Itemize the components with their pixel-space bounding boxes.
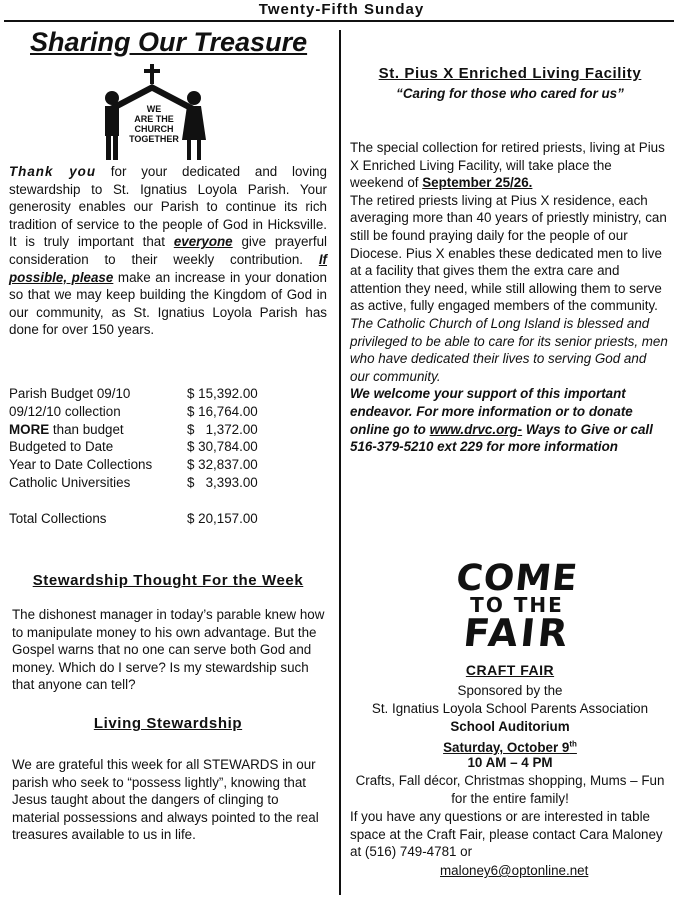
facility-body xyxy=(350,139,668,456)
budget-table xyxy=(9,385,309,528)
facility-paragraph-1 xyxy=(350,139,668,192)
facility-subheading: “Caring for those who cared for us” xyxy=(396,86,624,101)
budget-value: $ 30,784.00 xyxy=(187,439,258,455)
church-together-logo xyxy=(102,64,206,162)
budget-value: $ 16,764.00 xyxy=(187,403,258,419)
facility-text-1: The special collection for retired priests, living at Pius X Enriched Living Facility, will take place the weekend of xyxy=(350,140,665,191)
fair-graphic-line1: COME xyxy=(454,558,580,599)
craft-fair-heading: CRAFT FAIR xyxy=(465,662,555,678)
budget-row xyxy=(9,403,309,421)
intro-text-b: give prayerful consideration to their weekly contribution. xyxy=(9,234,327,267)
thought-heading: Stewardship Thought For the Week xyxy=(32,572,304,589)
drvc-link[interactable]: www.drvc.org- xyxy=(429,421,523,437)
facility-paragraph-3: The Catholic Church of Long Island is blessed and privileged to be able to care for its senior priests, men who have dedicated their lives to serving God and our community. xyxy=(350,315,668,384)
logo-text-line3: CHURCH xyxy=(134,124,174,134)
budget-value: $ 15,392.00 xyxy=(187,386,258,401)
facility-text-4b: Ways to Give or call 516-379-5210 ext 229 for more information xyxy=(350,421,653,455)
facility-paragraph-2: The retired priests living at Pius X residence, each averaging more than 40 years of priestly ministry, can still be found praying daily for the people of our Diocese. Pius X enables these dedicated men to live at a facility that gives them the extra care and attention they need, while still allowing them to serve as active, fully engaged members of the community. xyxy=(350,192,667,314)
thank-you-text: Thank you xyxy=(9,164,97,179)
budget-total-row xyxy=(9,510,309,528)
column-divider xyxy=(339,30,341,895)
budget-label: Parish Budget 09/10 xyxy=(9,386,131,401)
fair-date-suffix: th xyxy=(569,740,577,749)
logo-text-line4: TOGETHER xyxy=(129,134,179,144)
budget-total-value: $ 20,157.00 xyxy=(187,510,258,526)
header-rule xyxy=(4,20,674,22)
intro-text-c: make an increase in your donation so that we may keep building the Kingdom of God in our community, as St. Ignatius Loyola Parish has done for over 150 years. xyxy=(9,269,327,338)
logo-text-line2: ARE THE xyxy=(134,114,174,124)
budget-label: Year to Date Collections xyxy=(9,457,153,473)
thought-body: The dishonest manager in today’s parable knew how to manipulate money to his own advantage. But the Gospel warns that no one can serve both God and money. Which do I serve? Is my stewardship such that anyone can tell? xyxy=(12,607,325,693)
fair-contact: If you have any questions or are interested in table space at the Craft Fair, please contact Cara Maloney at (516) 749-4781 or xyxy=(350,809,663,860)
intro-text-a: for your dedicated and loving stewardship to St. Ignatius Loyola Parish. Your generosity enables our Parish to continue its rich tradition of service to the people of God in Hicksville. It is truly important that xyxy=(9,164,327,250)
fair-time: 10 AM – 4 PM xyxy=(467,755,553,770)
budget-label: Budgeted to Date xyxy=(9,439,114,455)
page-header: Twenty-Fifth Sunday xyxy=(258,1,425,18)
fair-venue: School Auditorium xyxy=(450,719,570,734)
fair-sponsored: Sponsored by the xyxy=(457,683,563,698)
article-title: Sharing Our Treasure xyxy=(30,27,308,57)
budget-row xyxy=(9,456,309,474)
intro-paragraph xyxy=(9,163,327,339)
budget-row xyxy=(9,421,309,439)
budget-label: than budget xyxy=(49,421,124,437)
facility-text-4a: We welcome your support of this important endeavor. For more information or to donate online go to xyxy=(350,386,633,437)
living-body: We are grateful this week for all STEWARDS in our parish who seek to “possess lightly”, knowing that Jesus taught about the dangers of clinging to material possessions and always pointed to the real treasures available to us in life. xyxy=(12,757,319,843)
facility-heading: St. Pius X Enriched Living Facility xyxy=(378,65,642,82)
budget-label: Catholic Universities xyxy=(9,474,131,490)
logo-text-line1: WE xyxy=(146,104,162,114)
collection-date: September 25/26. xyxy=(422,175,533,191)
budget-label: 09/12/10 collection xyxy=(9,403,121,419)
fair-email-link[interactable]: maloney6@optonline.net xyxy=(440,863,589,878)
fair-graphic-line2: TO THE xyxy=(470,593,564,617)
budget-value: $ 1,372.00 xyxy=(187,421,258,437)
come-to-the-fair-graphic xyxy=(428,558,606,655)
fair-sponsor: St. Ignatius Loyola School Parents Association xyxy=(371,701,649,716)
everyone-text: everyone xyxy=(173,234,233,250)
living-heading: Living Stewardship xyxy=(93,715,243,732)
fair-graphic-line3: FAIR xyxy=(461,611,573,655)
fair-description: Crafts, Fall décor, Christmas shopping, Mums – Fun for the entire family! xyxy=(355,773,665,806)
budget-value: $ 3,393.00 xyxy=(187,474,258,490)
budget-row xyxy=(9,438,309,456)
budget-value: $ 32,837.00 xyxy=(187,457,258,473)
budget-total-label: Total Collections xyxy=(9,510,107,526)
fair-date: Saturday, October 9 xyxy=(443,740,570,756)
facility-paragraph-4 xyxy=(350,385,668,455)
budget-row xyxy=(9,385,309,403)
more-text: MORE xyxy=(9,421,50,437)
budget-row xyxy=(9,474,309,492)
if-possible-text: If possible, please xyxy=(9,251,327,285)
